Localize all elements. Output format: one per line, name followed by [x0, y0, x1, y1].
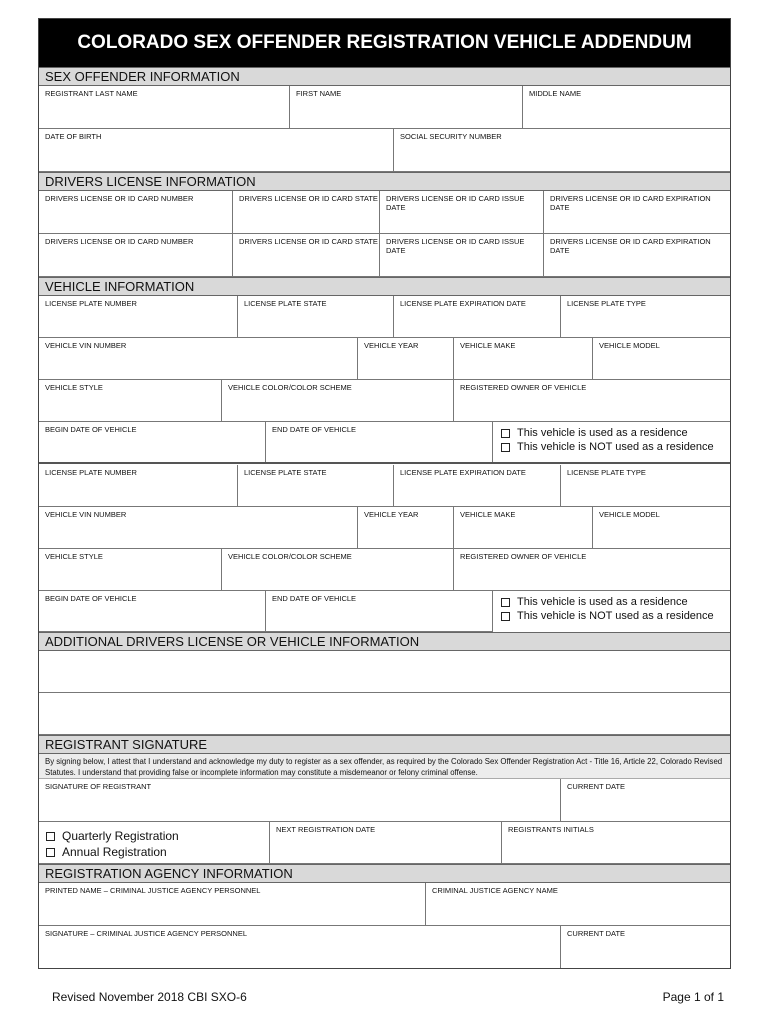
checkbox[interactable]	[501, 429, 510, 438]
license-plate-number-field-2[interactable]: LICENSE PLATE NUMBER	[39, 465, 238, 507]
vehicle-make-field-1[interactable]: VEHICLE MAKE	[454, 338, 593, 380]
residence-no-option-1[interactable]	[501, 441, 714, 453]
agency-personnel-signature-field[interactable]: SIGNATURE – CRIMINAL JUSTICE AGENCY PERSONNEL	[39, 926, 561, 968]
dl-expiration-date-field-2[interactable]: DRIVERS LICENSE OR ID CARD EXPIRATION DATE	[544, 234, 730, 277]
dl-issue-date-field-2[interactable]: DRIVERS LICENSE OR ID CARD ISSUE DATE	[380, 234, 544, 277]
dl-issue-date-field-1[interactable]: DRIVERS LICENSE OR ID CARD ISSUE DATE	[380, 191, 544, 234]
agency-name-field[interactable]: CRIMINAL JUSTICE AGENCY NAME	[426, 883, 730, 926]
dl-state-field-1[interactable]: DRIVERS LICENSE OR ID CARD STATE	[233, 191, 380, 234]
checkbox[interactable]	[46, 832, 55, 841]
social-security-number-field[interactable]: SOCIAL SECURITY NUMBER	[394, 129, 730, 172]
section-registration-agency-information: REGISTRATION AGENCY INFORMATION	[39, 864, 730, 883]
dl-state-field-2[interactable]: DRIVERS LICENSE OR ID CARD STATE	[233, 234, 380, 277]
revision-note: Revised November 2018 CBI SXO-6	[52, 990, 247, 1004]
residence-yes-option-1[interactable]	[501, 427, 688, 439]
vehicle-model-field-1[interactable]: VEHICLE MODEL	[593, 338, 730, 380]
residence-yes-option-2[interactable]	[501, 596, 688, 608]
first-name-field[interactable]: FIRST NAME	[290, 86, 523, 129]
registration-form	[38, 18, 731, 969]
section-drivers-license-information: DRIVERS LICENSE INFORMATION	[39, 172, 730, 191]
vehicle-model-field-2[interactable]: VEHICLE MODEL	[593, 507, 730, 549]
dl-number-field-2[interactable]: DRIVERS LICENSE OR ID CARD NUMBER	[39, 234, 233, 277]
checkbox[interactable]	[501, 443, 510, 452]
quarterly-registration-option[interactable]	[46, 829, 179, 843]
agency-current-date-field[interactable]: CURRENT DATE	[567, 929, 626, 938]
page-number: Page 1 of 1	[662, 990, 724, 1004]
annual-registration-option[interactable]	[46, 845, 167, 859]
residence-no-option-2[interactable]	[501, 610, 714, 622]
printed-name-agency-personnel-field[interactable]: PRINTED NAME – CRIMINAL JUSTICE AGENCY PERSONNEL	[39, 883, 426, 926]
dl-expiration-date-field-1[interactable]: DRIVERS LICENSE OR ID CARD EXPIRATION DATE	[544, 191, 730, 234]
license-plate-state-field-2[interactable]: LICENSE PLATE STATE	[238, 465, 394, 507]
vehicle-make-field-2[interactable]: VEHICLE MAKE	[454, 507, 593, 549]
license-plate-state-field-1[interactable]: LICENSE PLATE STATE	[238, 296, 394, 338]
checkbox[interactable]	[501, 612, 510, 621]
residence-yes-label: This vehicle is used as a residence	[517, 596, 688, 608]
license-plate-type-field-1[interactable]: LICENSE PLATE TYPE	[561, 296, 730, 338]
vehicle-year-field-2[interactable]: VEHICLE YEAR	[358, 507, 454, 549]
section-sex-offender-information: SEX OFFENDER INFORMATION	[39, 67, 730, 86]
license-plate-type-field-2[interactable]: LICENSE PLATE TYPE	[561, 465, 730, 507]
vehicle-color-field-2[interactable]: VEHICLE COLOR/COLOR SCHEME	[222, 549, 454, 591]
additional-info-line-1[interactable]	[39, 651, 730, 693]
registered-owner-field-2[interactable]: REGISTERED OWNER OF VEHICLE	[454, 549, 730, 591]
quarterly-registration-label: Quarterly Registration	[62, 829, 179, 843]
attestation-text: By signing below, I attest that I understand and acknowledge my duty to register as a sex offender, as required by the Colorado Sex Offender Registration Act - Title 16, Article 22, Colorado Revised Statutes. I understand that providing false or incomplete information may constitute a misdemeanor or felony criminal offense.	[39, 754, 730, 779]
license-plate-number-field-1[interactable]: LICENSE PLATE NUMBER	[39, 296, 238, 338]
registrant-last-name-field[interactable]: REGISTRANT LAST NAME	[39, 86, 290, 129]
vehicle-divider	[39, 462, 730, 464]
residence-no-label: This vehicle is NOT used as a residence	[517, 441, 714, 453]
end-date-field-2[interactable]: END DATE OF VEHICLE	[266, 591, 493, 632]
residence-yes-label: This vehicle is used as a residence	[517, 427, 688, 439]
registered-owner-field-1[interactable]: REGISTERED OWNER OF VEHICLE	[454, 380, 730, 422]
residence-no-label: This vehicle is NOT used as a residence	[517, 610, 714, 622]
dl-number-field-1[interactable]: DRIVERS LICENSE OR ID CARD NUMBER	[39, 191, 233, 234]
vehicle-style-field-2[interactable]: VEHICLE STYLE	[39, 549, 222, 591]
additional-info-line-2[interactable]	[39, 693, 730, 735]
middle-name-field[interactable]: MIDDLE NAME	[523, 86, 730, 129]
begin-date-field-1[interactable]: BEGIN DATE OF VEHICLE	[39, 422, 266, 464]
end-date-field-1[interactable]: END DATE OF VEHICLE	[266, 422, 493, 464]
signature-of-registrant-field[interactable]: SIGNATURE OF REGISTRANT	[39, 779, 561, 822]
registrants-initials-field[interactable]: REGISTRANTS INITIALS	[502, 822, 730, 864]
section-registrant-signature: REGISTRANT SIGNATURE	[39, 735, 730, 754]
next-registration-date-field[interactable]: NEXT REGISTRATION DATE	[270, 822, 502, 864]
vehicle-style-field-1[interactable]: VEHICLE STYLE	[39, 380, 222, 422]
license-plate-expiration-field-2[interactable]: LICENSE PLATE EXPIRATION DATE	[394, 465, 561, 507]
vehicle-vin-field-1[interactable]: VEHICLE VIN NUMBER	[39, 338, 358, 380]
vehicle-color-field-1[interactable]: VEHICLE COLOR/COLOR SCHEME	[222, 380, 454, 422]
checkbox[interactable]	[46, 848, 55, 857]
vehicle-year-field-1[interactable]: VEHICLE YEAR	[358, 338, 454, 380]
begin-date-field-2[interactable]: BEGIN DATE OF VEHICLE	[39, 591, 266, 632]
vehicle-vin-field-2[interactable]: VEHICLE VIN NUMBER	[39, 507, 358, 549]
form-title: COLORADO SEX OFFENDER REGISTRATION VEHICLE ADDENDUM	[39, 19, 730, 67]
section-vehicle-information: VEHICLE INFORMATION	[39, 277, 730, 296]
annual-registration-label: Annual Registration	[62, 845, 167, 859]
section-additional-information: ADDITIONAL DRIVERS LICENSE OR VEHICLE INFORMATION	[39, 632, 730, 651]
current-date-field[interactable]: CURRENT DATE	[561, 779, 730, 822]
license-plate-expiration-field-1[interactable]: LICENSE PLATE EXPIRATION DATE	[394, 296, 561, 338]
checkbox[interactable]	[501, 598, 510, 607]
date-of-birth-field[interactable]: DATE OF BIRTH	[39, 129, 394, 172]
